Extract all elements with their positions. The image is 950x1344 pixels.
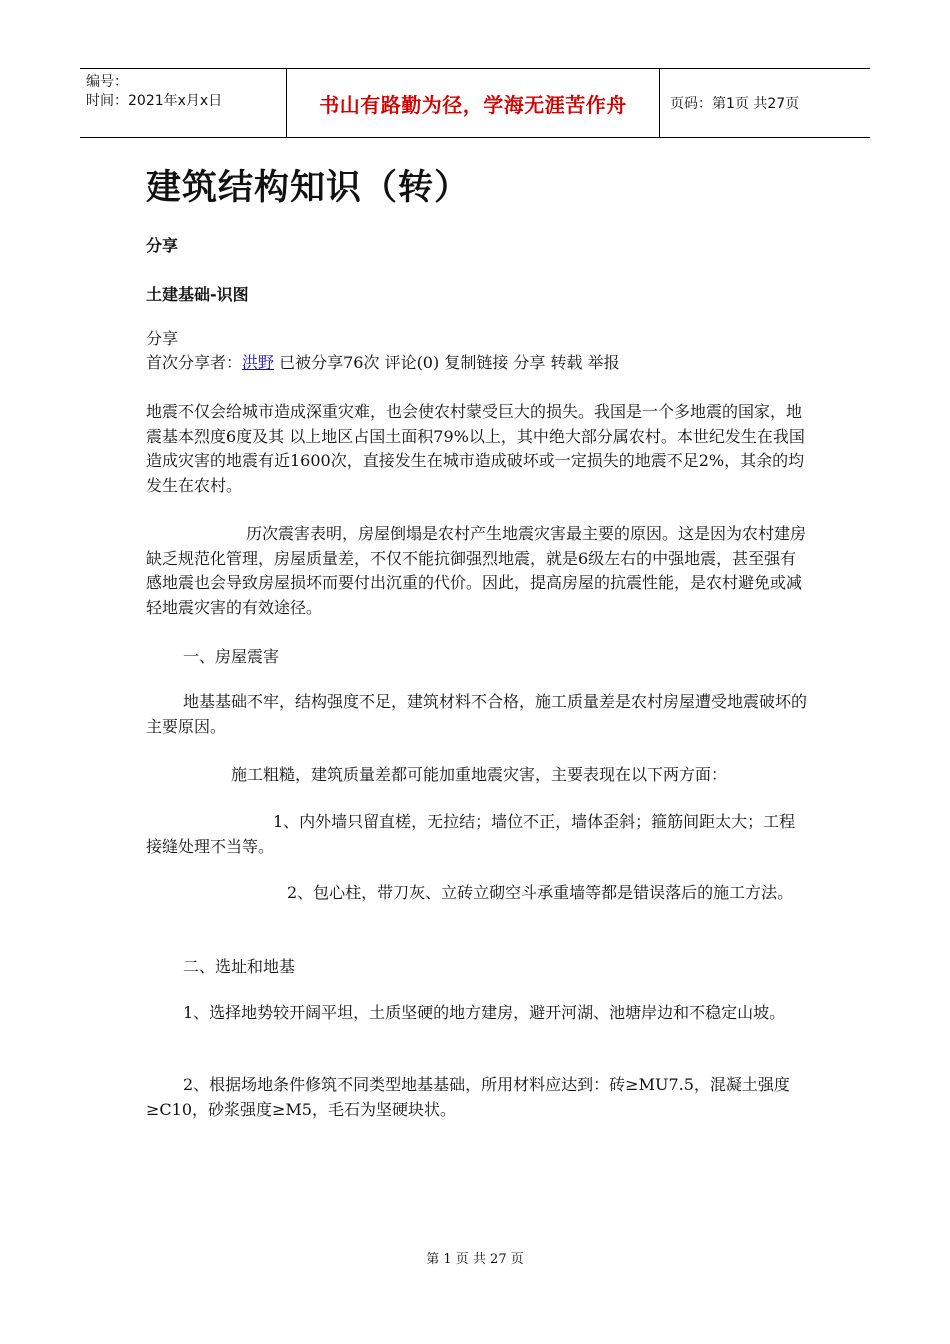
list-item: 2、包心柱，带刀灰、立砖立砌空斗承重墙等都是错误落后的施工方法。 (287, 883, 794, 902)
section-heading: 一、房屋震害 (183, 647, 280, 666)
share-label: 分享 (146, 329, 179, 348)
paragraph: 地基基础不牢，结构强度不足，建筑材料不合格，施工质量差是农村房屋遭受地震破坏的主要原因。 (146, 692, 808, 736)
time-label: 时间：2021年x月x日 (86, 93, 223, 109)
list-item: 2、根据场地条件修筑不同类型地基基础，所用材料应达到：砖≥MU7.5，混凝土强度≥C10，砂浆强度≥M5，毛石为坚硬块状。 (146, 1075, 790, 1119)
number-label: 编号： (86, 74, 128, 90)
header-table (80, 68, 870, 138)
sharer-name-link[interactable]: 洪野 (242, 353, 275, 372)
paragraph: 施工粗糙，建筑质量差都可能加重地震灾害，主要表现在以下两方面： (231, 765, 728, 784)
share-info-line (146, 351, 811, 376)
list-item: 1、选择地势较开阔平坦，土质坚硬的地方建房，避开河湖、池塘岸边和不稳定山坡。 (183, 1003, 786, 1022)
header-motto-cell (286, 69, 660, 137)
document-subtitle: 土建基础-识图 (146, 285, 249, 304)
paragraph: 历次震害表明，房屋倒塌是农村产生地震灾害最主要的原因。这是因为农村建房缺乏规范化管理，房屋质量差，不仅不能抗御强烈地震，就是6级左右的中强地震，甚至强有感地震也会导致房屋损坏而要付出沉重的代价。因此，提高房屋的抗震性能，是农村避免或减轻地震灾害的有效途径。 (146, 524, 807, 617)
paragraph: 地震不仅会给城市造成深重灾难，也会使农村蒙受巨大的损失。我国是一个多地震的国家，地震基本烈度6度及其 以上地区占国土面积79%以上，其中绝大部分属农村。本世纪发生在我国造成灾害的地震有近1600次，直接发生在城市造成破坏或一定损失的地震不足2%，其余的均发生在农村。 (146, 402, 805, 495)
section-heading: 二、选址和地基 (183, 957, 296, 976)
page-footer: 第 1 页 共 27 页 (426, 1252, 524, 1267)
header-page-info: 页码：第1页 共27页 (670, 96, 800, 112)
list-item: 1、内外墙只留直槎，无拉结；墙位不正，墙体歪斜；箍筋间距太大；工程接缝处理不当等。 (146, 812, 796, 856)
header-motto: 书山有路勤为径，学海无涯苦作舟 (319, 92, 627, 117)
document-title: 建筑结构知识（转） (146, 168, 471, 208)
sharer-prefix: 首次分享者： (146, 353, 243, 372)
share-heading: 分享 (146, 236, 179, 255)
share-meta: 已被分享76次 评论(0) 复制链接 分享 转载 举报 (274, 353, 620, 372)
header-info (80, 69, 286, 137)
